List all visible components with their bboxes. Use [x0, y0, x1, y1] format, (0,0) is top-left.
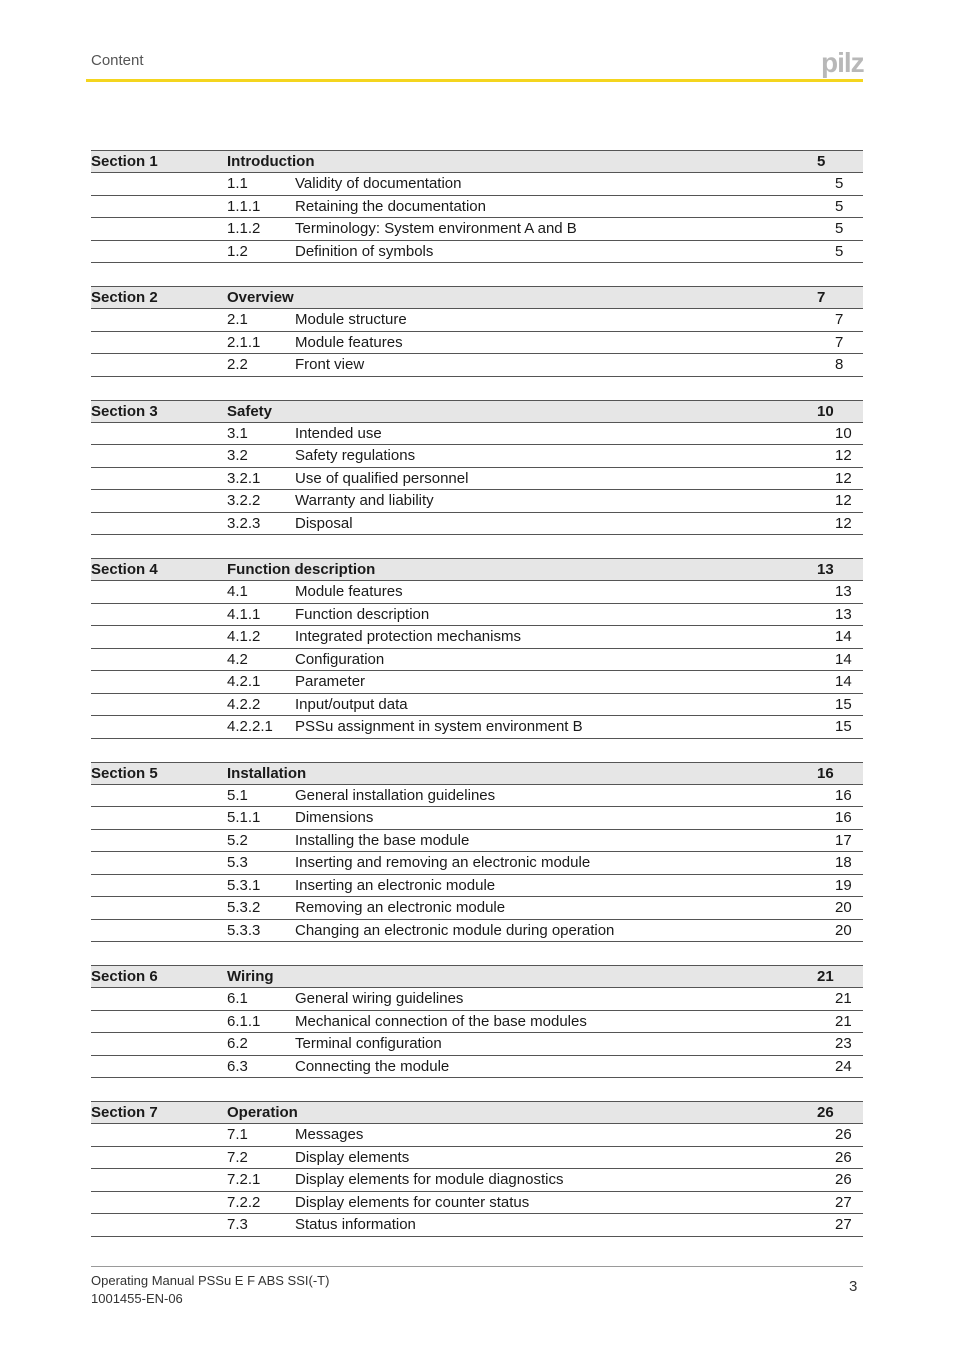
toc-entry[interactable]	[91, 875, 863, 898]
entry-page: 5	[835, 197, 844, 215]
section-title: Introduction	[227, 153, 315, 170]
entry-page: 18	[835, 854, 852, 872]
section-page: 16	[817, 764, 834, 782]
toc-section	[91, 762, 863, 943]
toc-entry[interactable]	[91, 604, 863, 627]
entry-number: 5.3.1	[227, 876, 261, 894]
section-page: 26	[817, 1104, 834, 1121]
header-rule	[86, 79, 863, 82]
entry-page: 7	[835, 333, 844, 351]
entry-title: Display elements for counter status	[295, 1193, 530, 1211]
entry-title: Input/output data	[295, 695, 408, 713]
entry-number: 4.2.1	[227, 673, 261, 691]
toc-entry[interactable]	[91, 309, 863, 332]
entry-page: 19	[835, 876, 852, 894]
entry-page: 26	[835, 1126, 852, 1144]
entry-number: 7.3	[227, 1216, 248, 1234]
toc-section-heading[interactable]	[91, 965, 863, 988]
toc-entry[interactable]	[91, 626, 863, 649]
toc-entry[interactable]	[91, 988, 863, 1011]
entry-page: 16	[835, 809, 852, 827]
toc-entry[interactable]	[91, 897, 863, 920]
section-title: Function description	[227, 561, 376, 578]
entry-title: Module features	[295, 583, 403, 601]
footer-rule	[91, 1266, 863, 1267]
entry-number: 5.3.2	[227, 899, 261, 917]
entry-number: 6.1	[227, 990, 248, 1008]
entry-page: 13	[835, 605, 852, 623]
entry-number: 7.2	[227, 1148, 248, 1166]
entry-title: Integrated protection mechanisms	[295, 628, 521, 646]
entry-title: General wiring guidelines	[295, 990, 464, 1008]
entry-title: Connecting the module	[295, 1057, 450, 1075]
entry-page: 12	[835, 447, 852, 465]
entry-page: 16	[835, 786, 852, 804]
entry-page: 17	[835, 831, 852, 849]
entry-page: 12	[835, 514, 852, 532]
entry-number: 2.2	[227, 356, 248, 374]
entry-title: Dimensions	[295, 809, 374, 827]
entry-page: 14	[835, 673, 852, 691]
section-label: Section 6	[91, 968, 158, 985]
entry-number: 3.2	[227, 447, 248, 465]
toc-section-heading[interactable]	[91, 150, 863, 173]
entry-number: 5.3	[227, 854, 248, 872]
toc-entry[interactable]	[91, 196, 863, 219]
toc-entry[interactable]	[91, 1124, 863, 1147]
entry-page: 26	[835, 1148, 852, 1166]
entry-number: 6.1.1	[227, 1012, 261, 1030]
entry-title: Module features	[295, 333, 403, 351]
toc-section-heading[interactable]	[91, 762, 863, 785]
toc-entry[interactable]	[91, 445, 863, 468]
pilz-logo: pilz	[821, 47, 864, 78]
toc-section	[91, 286, 863, 377]
section-page: 21	[817, 968, 834, 985]
entry-number: 5.2	[227, 831, 248, 849]
entry-title: Module structure	[295, 311, 407, 329]
entry-title: Configuration	[295, 650, 385, 668]
entry-title: Display elements for module diagnostics	[295, 1171, 564, 1189]
section-title: Overview	[227, 289, 294, 306]
entry-number: 3.2.3	[227, 514, 261, 532]
entry-title: Retaining the documentation	[295, 197, 486, 215]
entry-number: 7.1	[227, 1126, 248, 1144]
entry-number: 2.1	[227, 311, 248, 329]
entry-page: 14	[835, 628, 852, 646]
entry-title: Safety regulations	[295, 447, 416, 465]
toc-entry[interactable]	[91, 1011, 863, 1034]
entry-title: Function description	[295, 605, 430, 623]
entry-title: Terminology: System environment A and B	[295, 220, 577, 238]
entry-title: Front view	[295, 356, 365, 374]
toc-entry[interactable]	[91, 1147, 863, 1170]
entry-number: 1.1	[227, 175, 248, 193]
entry-title: Status information	[295, 1216, 416, 1234]
entry-number: 4.2.2.1	[227, 718, 273, 736]
toc-entry[interactable]	[91, 830, 863, 853]
entry-number: 4.1.1	[227, 605, 261, 623]
toc-entry[interactable]	[91, 173, 863, 196]
section-label: Section 1	[91, 153, 158, 170]
toc-entry[interactable]	[91, 218, 863, 241]
entry-number: 1.1.2	[227, 220, 261, 238]
entry-title: Disposal	[295, 514, 353, 532]
entry-title: Inserting and removing an electronic module	[295, 854, 591, 872]
entry-title: Warranty and liability	[295, 492, 434, 510]
entry-page: 10	[835, 424, 852, 442]
entry-number: 3.1	[227, 424, 248, 442]
toc-entry[interactable]	[91, 920, 863, 943]
entry-title: Removing an electronic module	[295, 899, 506, 917]
entry-number: 4.1	[227, 583, 248, 601]
entry-page: 15	[835, 695, 852, 713]
page-number: 3	[849, 1278, 858, 1295]
entry-number: 5.1	[227, 786, 248, 804]
section-page: 13	[817, 561, 834, 578]
toc-entry[interactable]	[91, 694, 863, 717]
entry-page: 23	[835, 1035, 852, 1053]
toc-entry[interactable]	[91, 785, 863, 808]
section-label: Section 4	[91, 561, 158, 578]
toc-section-heading[interactable]	[91, 286, 863, 309]
page-header-title: Content	[91, 52, 144, 69]
entry-number: 7.2.2	[227, 1193, 261, 1211]
section-title: Wiring	[227, 968, 274, 985]
entry-title: Validity of documentation	[295, 175, 462, 193]
toc-entry[interactable]	[91, 852, 863, 875]
toc-entry[interactable]	[91, 1214, 863, 1237]
entry-number: 6.3	[227, 1057, 248, 1075]
entry-title: Intended use	[295, 424, 382, 442]
entry-number: 4.2	[227, 650, 248, 668]
entry-number: 2.1.1	[227, 333, 261, 351]
entry-page: 26	[835, 1171, 852, 1189]
toc-entry[interactable]	[91, 513, 863, 536]
entry-page: 5	[835, 175, 844, 193]
section-title: Operation	[227, 1104, 298, 1121]
toc-entry[interactable]	[91, 354, 863, 377]
table-of-contents	[91, 150, 863, 1260]
entry-number: 1.2	[227, 242, 248, 260]
entry-number: 4.1.2	[227, 628, 261, 646]
toc-entry[interactable]	[91, 1192, 863, 1215]
toc-section	[91, 1101, 863, 1237]
section-page: 5	[817, 153, 826, 170]
entry-page: 7	[835, 311, 844, 329]
entry-title: Messages	[295, 1126, 364, 1144]
entry-title: Mechanical connection of the base modules	[295, 1012, 587, 1030]
toc-section	[91, 558, 863, 739]
entry-number: 1.1.1	[227, 197, 261, 215]
toc-entry[interactable]	[91, 716, 863, 739]
entry-page: 20	[835, 899, 852, 917]
section-page: 7	[817, 289, 826, 306]
entry-title: Changing an electronic module during operation	[295, 921, 615, 939]
entry-page: 27	[835, 1216, 852, 1234]
entry-page: 24	[835, 1057, 852, 1075]
toc-section	[91, 965, 863, 1078]
entry-page: 5	[835, 220, 844, 238]
entry-page: 21	[835, 990, 852, 1008]
toc-entry[interactable]	[91, 332, 863, 355]
section-label: Section 3	[91, 402, 158, 420]
toc-section	[91, 400, 863, 536]
entry-page: 8	[835, 356, 844, 374]
toc-entry[interactable]	[91, 241, 863, 264]
entry-number: 5.3.3	[227, 921, 261, 939]
toc-entry[interactable]	[91, 490, 863, 513]
toc-entry[interactable]	[91, 1056, 863, 1079]
entry-title: Parameter	[295, 673, 366, 691]
toc-section-heading[interactable]	[91, 558, 863, 581]
entry-page: 15	[835, 718, 852, 736]
entry-title: General installation guidelines	[295, 786, 496, 804]
entry-number: 5.1.1	[227, 809, 261, 827]
footer-manual-title: Operating Manual PSSu E F ABS SSI(-T)	[91, 1273, 330, 1288]
toc-section	[91, 150, 863, 263]
section-label: Section 7	[91, 1104, 158, 1121]
toc-section-heading[interactable]	[91, 400, 863, 423]
entry-page: 12	[835, 492, 852, 510]
section-label: Section 2	[91, 289, 158, 306]
toc-section-heading[interactable]	[91, 1101, 863, 1124]
footer-doc-id: 1001455-EN-06	[91, 1291, 183, 1306]
entry-number: 7.2.1	[227, 1171, 261, 1189]
toc-entry[interactable]	[91, 1169, 863, 1192]
entry-title: Definition of symbols	[295, 242, 434, 260]
entry-page: 20	[835, 921, 852, 939]
toc-entry[interactable]	[91, 671, 863, 694]
section-label: Section 5	[91, 764, 158, 782]
toc-entry[interactable]	[91, 1033, 863, 1056]
entry-title: Display elements	[295, 1148, 410, 1166]
entry-title: Use of qualified personnel	[295, 469, 469, 487]
entry-page: 21	[835, 1012, 852, 1030]
toc-entry[interactable]	[91, 807, 863, 830]
entry-title: Inserting an electronic module	[295, 876, 496, 894]
section-title: Installation	[227, 764, 307, 782]
toc-entry[interactable]	[91, 468, 863, 491]
entry-page: 14	[835, 650, 852, 668]
toc-entry[interactable]	[91, 423, 863, 446]
entry-title: Terminal configuration	[295, 1035, 442, 1053]
entry-page: 13	[835, 583, 852, 601]
entry-page: 12	[835, 469, 852, 487]
entry-number: 6.2	[227, 1035, 248, 1053]
section-page: 10	[817, 402, 834, 420]
entry-page: 27	[835, 1193, 852, 1211]
entry-number: 3.2.1	[227, 469, 261, 487]
entry-title: PSSu assignment in system environment B	[295, 718, 583, 736]
entry-page: 5	[835, 242, 844, 260]
section-title: Safety	[227, 402, 273, 420]
toc-entry[interactable]	[91, 581, 863, 604]
entry-number: 4.2.2	[227, 695, 261, 713]
entry-title: Installing the base module	[295, 831, 470, 849]
toc-entry[interactable]	[91, 649, 863, 672]
entry-number: 3.2.2	[227, 492, 261, 510]
